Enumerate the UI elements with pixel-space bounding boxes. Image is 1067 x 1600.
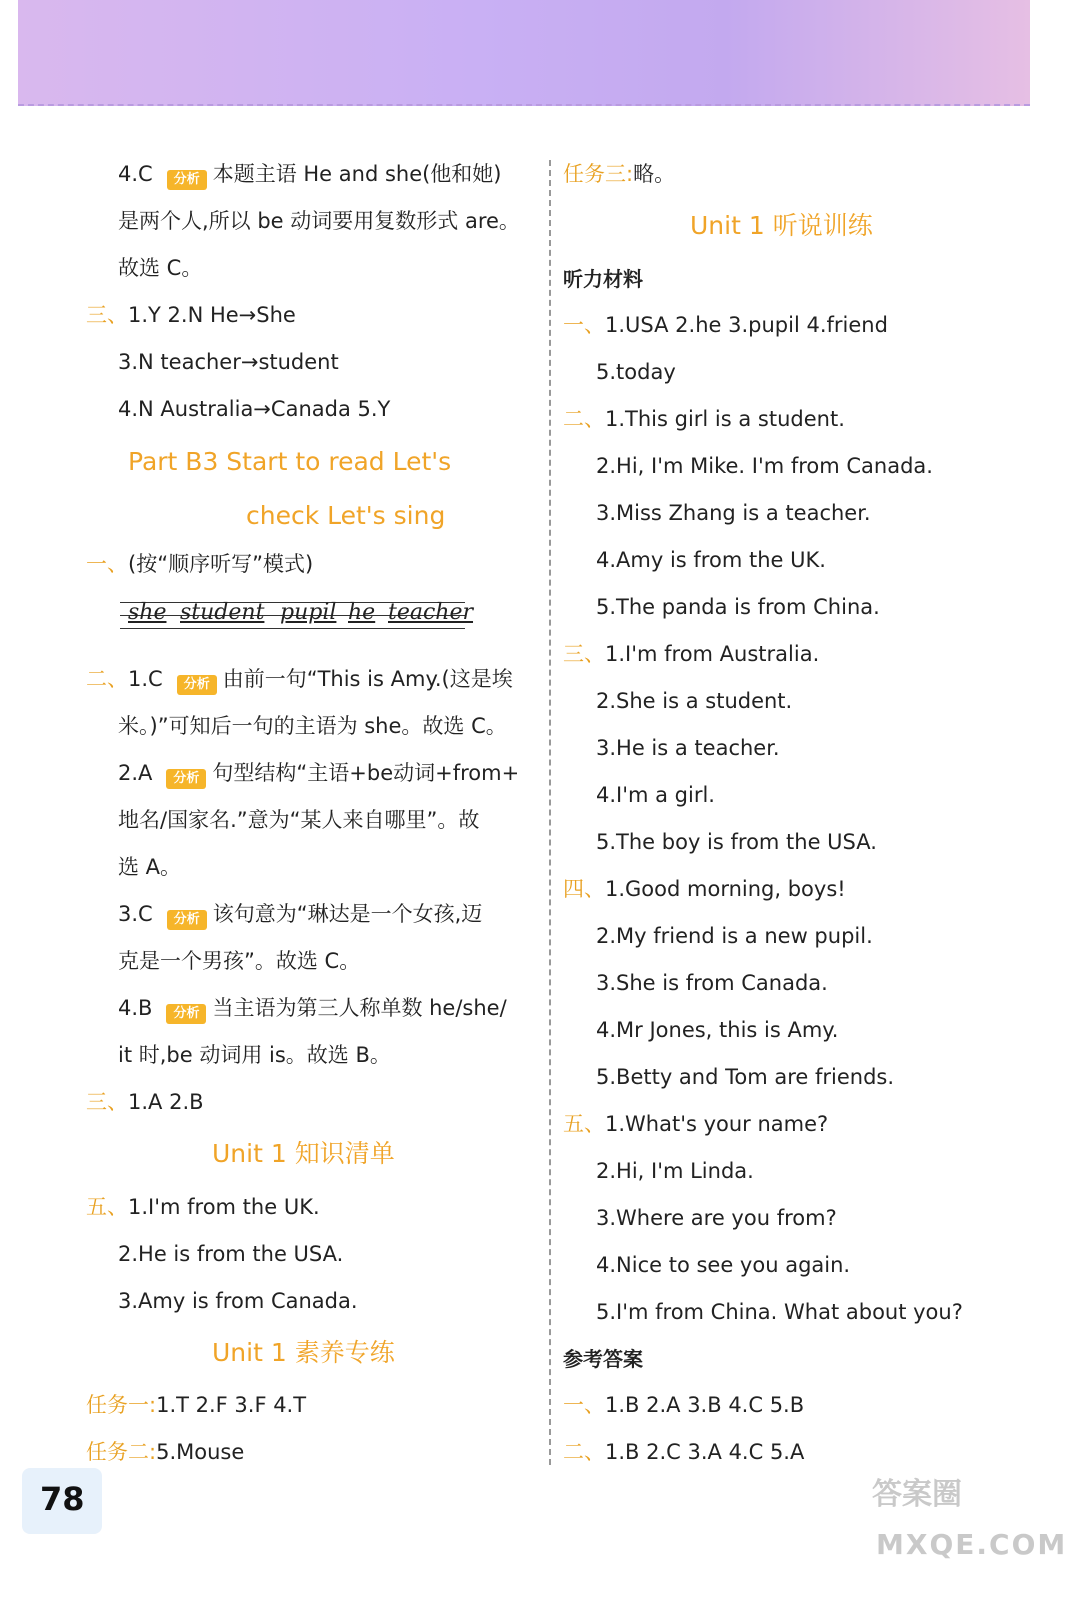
analysis-tag: 分析 [177, 675, 217, 695]
analysis-tag: 分析 [167, 170, 207, 190]
answer-text: 1.Y 2.N He→She [128, 303, 296, 327]
answer-text: 1.B 2.C 3.A 4.C 5.A [605, 1440, 805, 1464]
section-heading: Unit 1 听说训练 [690, 211, 873, 240]
answer-line: 2.Hi, I'm Linda. [596, 1159, 754, 1183]
answer-line [118, 994, 507, 1024]
answer-line [86, 1438, 244, 1466]
answer-text: 5.Mouse [156, 1440, 245, 1464]
analysis-text: 当主语为第三人称单数 he/she/ [212, 996, 507, 1020]
answer-line: 4.Amy is from the UK. [596, 548, 826, 572]
answer-line: 米。)”可知后一句的主语为 she。故选 C。 [118, 714, 507, 738]
section-heading: Part B3 Start to read Let's [128, 447, 452, 476]
analysis-text: 由前一句“This is Amy.(这是埃 [222, 667, 513, 691]
section-number: 一、 [563, 1393, 605, 1417]
section-number: 三、 [563, 642, 605, 666]
answer-line [563, 160, 675, 188]
answer-text: 1.What's your name? [605, 1112, 829, 1136]
answer-text: 1.A 2.B [128, 1090, 204, 1114]
handwriting-answer [120, 598, 474, 640]
answer-line: it 时,be 动词用 is。故选 B。 [118, 1043, 391, 1067]
handwritten-word: she [128, 600, 167, 625]
answer-line [563, 1438, 804, 1466]
answer-line: 2.My friend is a new pupil. [596, 924, 873, 948]
section-number: 任务三: [563, 162, 634, 186]
section-number: 三、 [86, 1090, 128, 1114]
section-heading: check Let's sing [246, 501, 446, 530]
answer-line [86, 1088, 204, 1116]
answer-line [563, 1110, 828, 1138]
subsection-title: 听力材料 [563, 267, 643, 291]
answer-line [118, 160, 502, 190]
answer-number: 4.B [118, 996, 153, 1020]
answer-line: 3.Miss Zhang is a teacher. [596, 501, 871, 525]
answer-line: 5.today [596, 360, 676, 384]
section-heading: Unit 1 知识清单 [212, 1139, 395, 1168]
answer-line [86, 665, 513, 695]
answer-line [118, 900, 482, 930]
answer-line: 5.I'm from China. What about you? [596, 1300, 963, 1324]
answer-line: 4.I'm a girl. [596, 783, 715, 807]
section-heading: Unit 1 素养专练 [212, 1338, 395, 1367]
analysis-text: 该句意为“琳达是一个女孩,迈 [212, 902, 483, 926]
answer-line: 5.The panda is from China. [596, 595, 880, 619]
section-number: 一、 [563, 313, 605, 337]
answer-line [563, 640, 819, 668]
answer-line [86, 1391, 306, 1419]
answer-line [118, 759, 519, 789]
column-divider [549, 160, 551, 1465]
answer-number: 3.C [118, 902, 153, 926]
answer-text: 1.T 2.F 3.F 4.T [156, 1393, 307, 1417]
answer-line: 4.N Australia→Canada 5.Y [118, 397, 391, 421]
answer-line: 3.N teacher→student [118, 350, 339, 374]
answer-line: 故选 C。 [118, 256, 203, 280]
analysis-tag: 分析 [167, 910, 207, 930]
answer-number: 1.C [128, 667, 163, 691]
answer-line [563, 875, 846, 903]
handwritten-word: teacher [388, 600, 474, 625]
section-number: 五、 [86, 1195, 128, 1219]
page-number: 78 [40, 1480, 85, 1518]
section-number: 任务一: [86, 1393, 157, 1417]
answer-line [86, 550, 313, 578]
answer-line: 4.Mr Jones, this is Amy. [596, 1018, 839, 1042]
section-number: 三、 [86, 303, 128, 327]
watermark-logo: 答案圈 [872, 1477, 962, 1512]
answer-text: 1.This girl is a student. [605, 407, 845, 431]
answer-line [86, 301, 296, 329]
answer-line: 3.She is from Canada. [596, 971, 828, 995]
subsection-title: 参考答案 [563, 1347, 643, 1371]
answer-text: 略。 [633, 162, 676, 186]
answer-text: 1.B 2.A 3.B 4.C 5.B [605, 1393, 805, 1417]
header-banner [18, 0, 1030, 106]
answer-line: 2.He is from the USA. [118, 1242, 344, 1266]
analysis-tag: 分析 [166, 769, 206, 789]
answer-line: 5.The boy is from the USA. [596, 830, 877, 854]
section-number: 任务二: [86, 1440, 157, 1464]
answer-line: 5.Betty and Tom are friends. [596, 1065, 895, 1089]
answer-line: 3.Where are you from? [596, 1206, 837, 1230]
answer-line [86, 1193, 320, 1221]
answer-line [563, 311, 888, 339]
answer-line: 选 A。 [118, 855, 182, 879]
analysis-text: 句型结构“主语+be动词+from+ [212, 761, 520, 785]
handwritten-word: he [348, 600, 376, 625]
section-number: 二、 [563, 1440, 605, 1464]
section-number: 五、 [563, 1112, 605, 1136]
answer-text: 1.I'm from the UK. [128, 1195, 320, 1219]
handwritten-word: pupil [280, 600, 337, 625]
answer-line: 是两个人,所以 be 动词要用复数形式 are。 [118, 209, 520, 233]
writing-line [120, 628, 465, 629]
answer-text: 1.USA 2.he 3.pupil 4.friend [605, 313, 888, 337]
answer-number: 2.A [118, 761, 153, 785]
answer-line: 克是一个男孩”。故选 C。 [118, 949, 361, 973]
handwritten-word: student [180, 600, 265, 625]
answer-line: 2.She is a student. [596, 689, 793, 713]
section-number: 二、 [563, 407, 605, 431]
answer-line [563, 1391, 804, 1419]
answer-line: 地名/国家名.”意为“某人来自哪里”。故 [118, 808, 480, 832]
answer-line: 3.Amy is from Canada. [118, 1289, 358, 1313]
section-number: 四、 [563, 877, 605, 901]
answer-number: 4.C [118, 162, 153, 186]
section-number: 二、 [86, 667, 128, 691]
analysis-tag: 分析 [166, 1004, 206, 1024]
analysis-text: 本题主语 He and she(他和她) [212, 162, 502, 186]
watermark-url: MXQE.COM [876, 1528, 1067, 1561]
section-number: 一、 [86, 552, 128, 576]
answer-line [563, 405, 845, 433]
answer-text: (按“顺序听写”模式) [128, 552, 314, 576]
answer-text: 1.Good morning, boys! [605, 877, 846, 901]
answer-line: 3.He is a teacher. [596, 736, 780, 760]
answer-line: 4.Nice to see you again. [596, 1253, 851, 1277]
answer-line: 2.Hi, I'm Mike. I'm from Canada. [596, 454, 933, 478]
answer-text: 1.I'm from Australia. [605, 642, 820, 666]
